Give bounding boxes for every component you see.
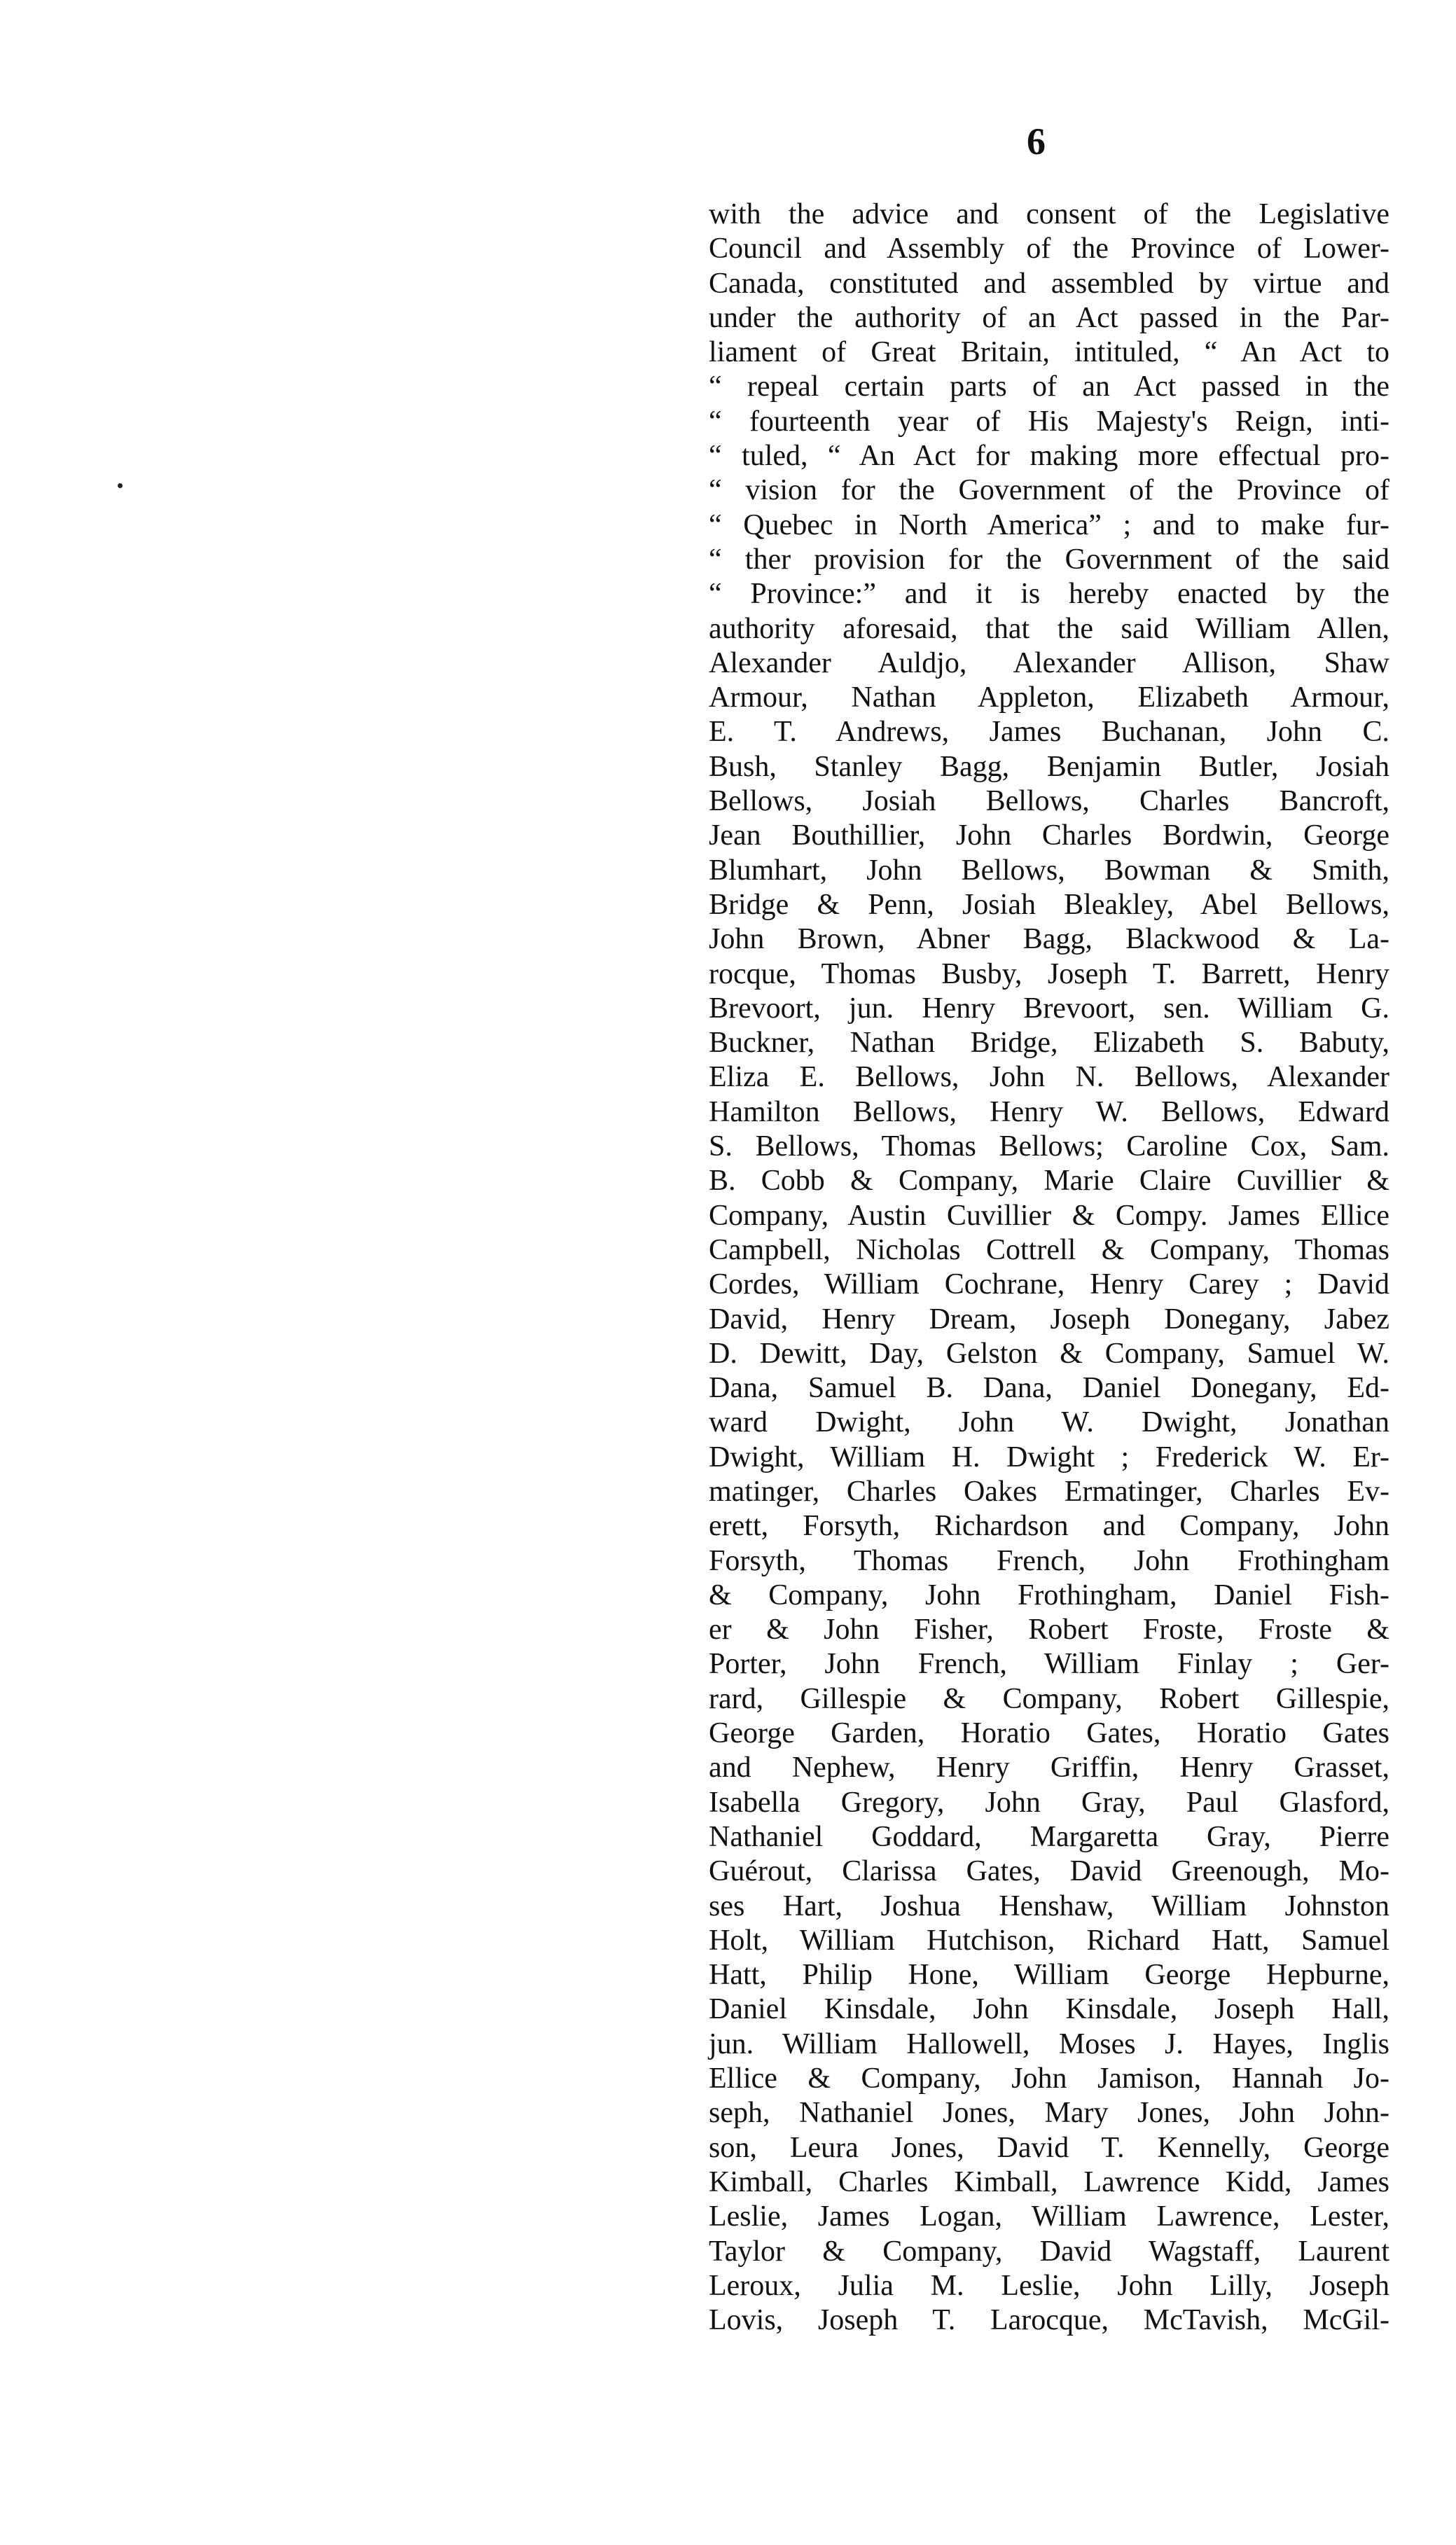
body-text-line: Campbell, Nicholas Cottrell & Company, Thomas — [709, 1233, 1389, 1266]
body-text-line: “ Province:” and it is hereby enacted by the — [709, 578, 1389, 611]
body-text-line: Taylor & Company, David Wagstaff, Laurent — [709, 2235, 1389, 2268]
body-text-line: ses Hart, Joshua Henshaw, William Johnston — [709, 1889, 1389, 1922]
body-text-line: and Nephew, Henry Griffin, Henry Grasset, — [709, 1752, 1389, 1784]
body-text-line: Canada, constituted and assembled by virtue and — [709, 267, 1389, 300]
body-text-line: Leroux, Julia M. Leslie, John Lilly, Joseph — [709, 2269, 1389, 2302]
body-text-line: “ repeal certain parts of an Act passed in the — [709, 370, 1389, 403]
body-text-line: liament of Great Britain, intituled, “ An Act to — [709, 336, 1389, 369]
body-text-line: Alexander Auldjo, Alexander Allison, Shaw — [709, 646, 1389, 679]
body-text-line: Nathaniel Goddard, Margaretta Gray, Pierre — [709, 1820, 1389, 1853]
body-text-line: John Brown, Abner Bagg, Blackwood & La- — [709, 923, 1389, 956]
body-text-line: D. Dewitt, Day, Gelston & Company, Samuel W. — [709, 1337, 1389, 1370]
body-text-line: matinger, Charles Oakes Ermatinger, Charles Ev- — [709, 1475, 1389, 1508]
page-number: 6 — [1027, 120, 1046, 162]
body-text-line: Brevoort, jun. Henry Brevoort, sen. William G. — [709, 992, 1389, 1025]
body-text-line: Company, Austin Cuvillier & Compy. James Ellice — [709, 1199, 1389, 1232]
stray-ink-mark — [118, 483, 123, 488]
body-text-line: with the advice and consent of the Legislative — [709, 198, 1389, 230]
body-text-line: Guérout, Clarissa Gates, David Greenough, Mo- — [709, 1855, 1389, 1888]
body-text-line: Eliza E. Bellows, John N. Bellows, Alexander — [709, 1061, 1389, 1094]
body-text-line: Bush, Stanley Bagg, Benjamin Butler, Josiah — [709, 750, 1389, 783]
body-text-line: Daniel Kinsdale, John Kinsdale, Joseph Hall, — [709, 1993, 1389, 2026]
body-text-line: “ fourteenth year of His Majesty's Reign, inti- — [709, 405, 1389, 438]
body-text-line: er & John Fisher, Robert Froste, Froste & — [709, 1614, 1389, 1646]
body-text-line: erett, Forsyth, Richardson and Company, John — [709, 1510, 1389, 1543]
body-text-line: under the authority of an Act passed in the Par- — [709, 301, 1389, 334]
body-text-line: Bridge & Penn, Josiah Bleakley, Abel Bellows, — [709, 888, 1389, 921]
body-text-line: Holt, William Hutchison, Richard Hatt, Samuel — [709, 1924, 1389, 1957]
body-text-line: Armour, Nathan Appleton, Elizabeth Armour, — [709, 681, 1389, 714]
body-text-line: Kimball, Charles Kimball, Lawrence Kidd, James — [709, 2165, 1389, 2198]
body-text-line: Bellows, Josiah Bellows, Charles Bancroft, — [709, 785, 1389, 818]
body-text-line: “ vision for the Government of the Province of — [709, 474, 1389, 507]
body-text-line: & Company, John Frothingham, Daniel Fish- — [709, 1579, 1389, 1611]
body-text-line: authority aforesaid, that the said William Allen, — [709, 612, 1389, 645]
body-text-line: Hatt, Philip Hone, William George Hepburne, — [709, 1959, 1389, 1992]
body-text-line: jun. William Hallowell, Moses J. Hayes, Inglis — [709, 2027, 1389, 2060]
body-text-line: David, Henry Dream, Joseph Donegany, Jabez — [709, 1303, 1389, 1336]
body-text-line: rard, Gillespie & Company, Robert Gillespie, — [709, 1682, 1389, 1715]
body-text-line: Jean Bouthillier, John Charles Bordwin, George — [709, 819, 1389, 852]
body-text-line: Council and Assembly of the Province of Lower- — [709, 233, 1389, 265]
body-text-line: Forsyth, Thomas French, John Frothingham — [709, 1544, 1389, 1577]
body-text-line: Lovis, Joseph T. Larocque, McTavish, McGil- — [709, 2304, 1389, 2337]
body-text-line: Isabella Gregory, John Gray, Paul Glasford, — [709, 1786, 1389, 1819]
body-text-line: Hamilton Bellows, Henry W. Bellows, Edward — [709, 1095, 1389, 1128]
body-text-line: George Garden, Horatio Gates, Horatio Gates — [709, 1717, 1389, 1750]
body-text-line: Porter, John French, William Finlay ; Ger- — [709, 1648, 1389, 1681]
body-text-line: “ ther provision for the Government of the said — [709, 543, 1389, 576]
body-text-line: rocque, Thomas Busby, Joseph T. Barrett, Henry — [709, 957, 1389, 990]
body-text-line: Dwight, William H. Dwight ; Frederick W. Er- — [709, 1441, 1389, 1473]
body-text-line: B. Cobb & Company, Marie Claire Cuvillier & — [709, 1165, 1389, 1198]
body-text-line: Ellice & Company, John Jamison, Hannah Jo- — [709, 2062, 1389, 2095]
body-text-line: Dana, Samuel B. Dana, Daniel Donegany, Ed- — [709, 1372, 1389, 1405]
body-text-line: ward Dwight, John W. Dwight, Jonathan — [709, 1406, 1389, 1439]
body-text-line: Blumhart, John Bellows, Bowman & Smith, — [709, 854, 1389, 887]
body-text-line: S. Bellows, Thomas Bellows; Caroline Cox, Sam. — [709, 1130, 1389, 1163]
body-text-line: seph, Nathaniel Jones, Mary Jones, John John- — [709, 2097, 1389, 2130]
body-text-line: “ tuled, “ An Act for making more effectual pro- — [709, 440, 1389, 473]
body-text-line: Leslie, James Logan, William Lawrence, Lester, — [709, 2200, 1389, 2233]
body-text-line: E. T. Andrews, James Buchanan, John C. — [709, 716, 1389, 749]
body-text-line: son, Leura Jones, David T. Kennelly, George — [709, 2131, 1389, 2164]
body-text-column — [709, 197, 1389, 2338]
body-text-line: Cordes, William Cochrane, Henry Carey ; David — [709, 1268, 1389, 1301]
body-text-line: “ Quebec in North America” ; and to make fur- — [709, 508, 1389, 541]
body-text-line: Buckner, Nathan Bridge, Elizabeth S. Babuty, — [709, 1027, 1389, 1060]
